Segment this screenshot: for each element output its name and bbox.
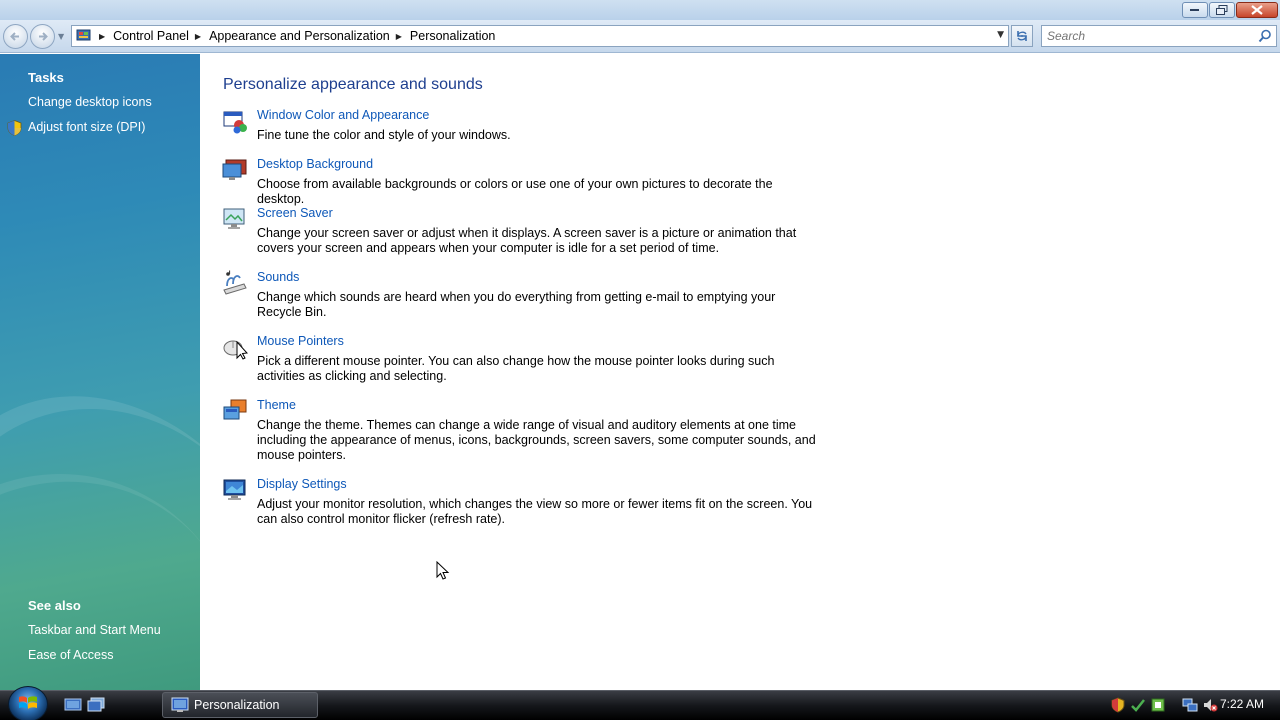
checkmark-tray-icon[interactable]: [1130, 697, 1146, 713]
item-description: Change your screen saver or adjust when it displays. A screen saver is a picture or animation that covers your screen and appears when your computer is idle for a set period of time.: [257, 226, 797, 255]
item-description: Change which sounds are heard when you do everything from getting e-mail to emptying your Recycle Bin.: [257, 290, 776, 319]
switch-windows-icon[interactable]: [87, 697, 105, 713]
screen-saver-icon: [222, 206, 248, 232]
item-description: Pick a different mouse pointer. You can also change how the mouse pointer looks during such activities as clicking and selecting.: [257, 354, 775, 383]
adjust-font-size-link[interactable]: Adjust font size (DPI): [28, 120, 146, 134]
screen-saver-link[interactable]: Screen Saver: [257, 206, 333, 220]
item-description: Fine tune the color and style of your windows.: [257, 128, 511, 142]
security-shield-icon[interactable]: [1110, 697, 1126, 713]
back-arrow-icon: [4, 25, 27, 48]
start-button[interactable]: [8, 686, 48, 720]
notification-area: [1110, 692, 1218, 718]
desktop-background-icon: [222, 157, 248, 183]
ease-of-access-link[interactable]: Ease of Access: [28, 648, 114, 662]
personalization-window-icon: [171, 697, 189, 713]
window-color-and-appearance-link[interactable]: Window Color and Appearance: [257, 108, 430, 122]
close-button[interactable]: [1236, 2, 1278, 18]
refresh-icon: [1015, 29, 1029, 43]
mouse-pointers-icon: [222, 334, 248, 360]
taskbar-button-personalization[interactable]: [162, 692, 318, 718]
back-button[interactable]: [3, 24, 28, 49]
refresh-button[interactable]: [1011, 25, 1033, 47]
address-dropdown-icon[interactable]: ▼: [997, 30, 1004, 40]
content-pane: [200, 54, 1280, 690]
window-controls: [1182, 2, 1278, 18]
change-desktop-icons-link[interactable]: Change desktop icons: [28, 95, 152, 109]
control-panel-icon: [75, 28, 93, 44]
page-title: Personalize appearance and sounds: [223, 76, 483, 93]
display-settings-icon: [222, 477, 248, 503]
show-desktop-icon[interactable]: [64, 697, 82, 713]
desktop-background-link[interactable]: Desktop Background: [257, 157, 374, 171]
taskbar-button-label: Personalization: [194, 698, 280, 712]
close-icon: [1251, 5, 1263, 15]
breadcrumb: [113, 29, 495, 43]
breadcrumb-personalization[interactable]: Personalization: [409, 29, 496, 43]
restore-icon: [1216, 5, 1228, 15]
maximize-button[interactable]: [1209, 2, 1235, 18]
forward-arrow-icon: [31, 25, 54, 48]
sounds-link[interactable]: Sounds: [257, 270, 300, 284]
title-bar: [0, 0, 1280, 20]
mouse-cursor-icon: [436, 561, 450, 581]
tasks-heading: Tasks: [28, 70, 64, 85]
theme-icon: [222, 398, 248, 424]
minimize-icon: [1190, 8, 1200, 12]
item-description: Choose from available backgrounds or colors or use one of your own pictures to decorate the desktop.: [257, 177, 773, 206]
sounds-icon: [222, 270, 248, 296]
item-description: Change the theme. Themes can change a wide range of visual and auditory elements at one time including the appearance of menus, icons, backgrounds, screen savers, some computer sounds, and mouse pointers.: [257, 418, 816, 462]
system-clock[interactable]: 7:22 AM: [1220, 697, 1265, 711]
theme-link[interactable]: Theme: [257, 398, 296, 412]
taskbar-and-start-menu-link[interactable]: Taskbar and Start Menu: [28, 623, 161, 637]
task-pane: [0, 54, 200, 690]
breadcrumb-separator-icon[interactable]: ▶: [194, 31, 202, 41]
uac-shield-icon: [7, 120, 22, 136]
search-icon[interactable]: [1258, 29, 1272, 43]
breadcrumb-control-panel[interactable]: Control Panel: [113, 29, 189, 43]
window-color-icon: [222, 108, 248, 134]
breadcrumb-separator-icon: ▶: [99, 31, 106, 41]
mouse-pointers-link[interactable]: Mouse Pointers: [257, 334, 344, 348]
network-icon[interactable]: [1182, 697, 1198, 713]
see-also-heading: See also: [28, 598, 81, 613]
address-toolbar: [0, 20, 1280, 53]
display-settings-link[interactable]: Display Settings: [257, 477, 347, 491]
breadcrumb-appearance-and-personalization[interactable]: Appearance and Personalization: [209, 29, 390, 43]
address-bar[interactable]: [71, 25, 1009, 47]
minimize-button[interactable]: [1182, 2, 1208, 18]
app-tray-icon[interactable]: [1150, 697, 1166, 713]
volume-muted-icon[interactable]: [1202, 697, 1218, 713]
windows-logo-icon: [17, 693, 39, 715]
recent-pages-dropdown[interactable]: ▼: [58, 32, 65, 41]
search-box[interactable]: [1041, 25, 1277, 47]
item-description: Adjust your monitor resolution, which changes the view so more or fewer items fit on the screen. You can also control monitor flicker (refresh rate).: [257, 497, 813, 526]
search-input[interactable]: [1042, 26, 1242, 46]
forward-button[interactable]: [30, 24, 55, 49]
breadcrumb-separator-icon[interactable]: ▶: [395, 31, 402, 41]
